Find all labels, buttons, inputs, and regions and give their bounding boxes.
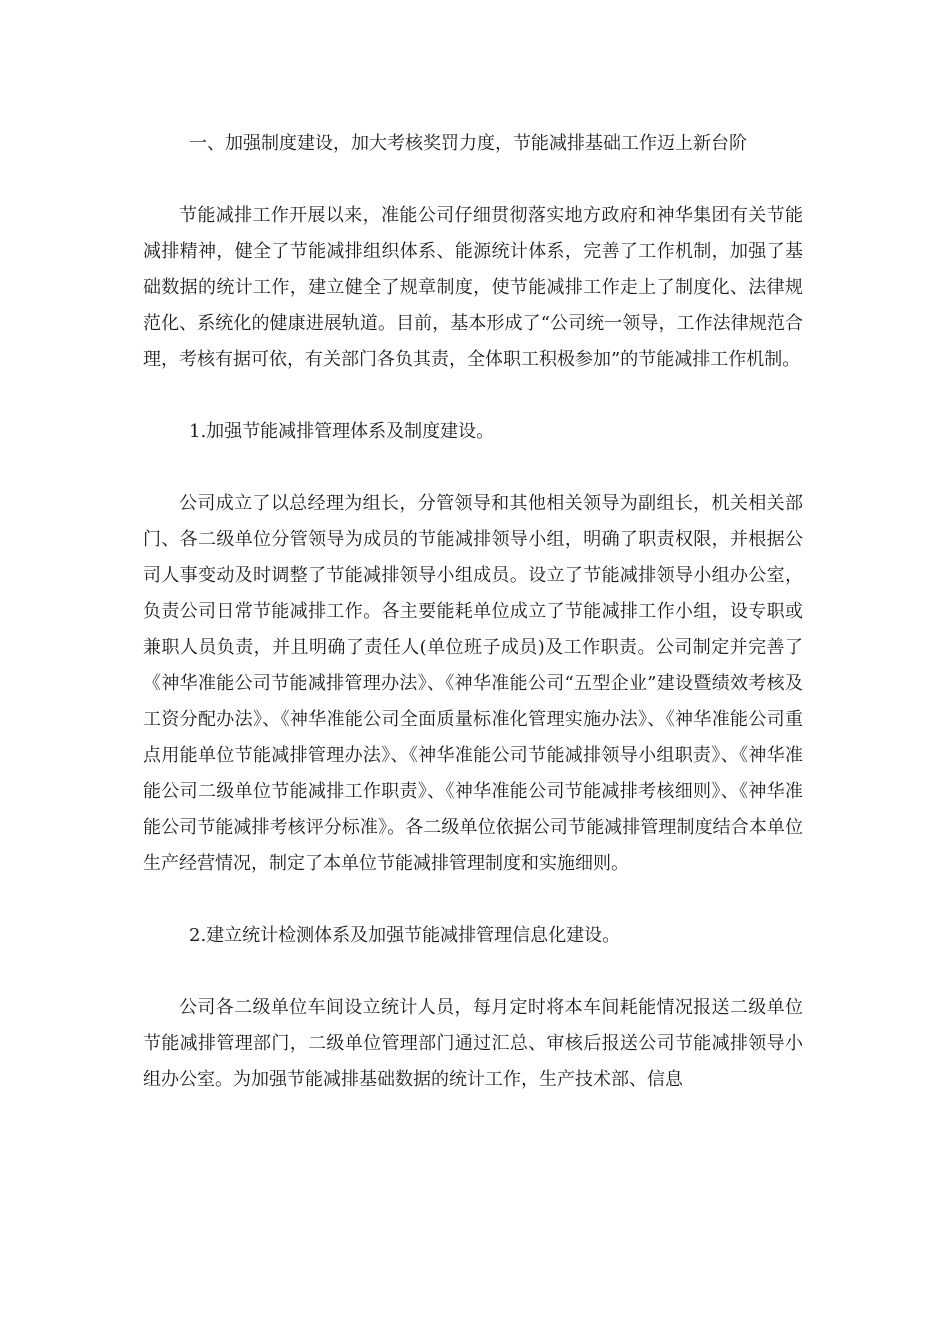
document-body [143, 126, 803, 1098]
paragraph-gap [143, 882, 803, 918]
paragraph-gap [143, 162, 803, 198]
paragraph-gap [143, 378, 803, 414]
paragraph-gap [143, 954, 803, 990]
paragraph-2: 公司成立了以总经理为组长，分管领导和其他相关领导为副组长，机关相关部门、各二级单位分管领导为成员的节能减排领导小组，明确了职责权限，并根据公司人事变动及时调整了节能减排领导小组成员。设立了节能减排领导小组办公室，负责公司日常节能减排工作。各主要能耗单位成立了节能减排工作小组，设专职或兼职人员负责，并且明确了责任人(单位班子成员)及工作职责。公司制定并完善了《神华准能公司节能减排管理办法》、《神华准能公司“五型企业”建设暨绩效考核及工资分配办法》、《神华准能公司全面质量标准化管理实施办法》、《神华准能公司重点用能单位节能减排管理办法》、《神华准能公司节能减排领导小组职责》、《神华准能公司二级单位节能减排工作职责》、《神华准能公司节能减排考核细则》、《神华准能公司节能减排考核评分标准》。各二级单位依据公司节能减排管理制度结合本单位生产经营情况，制定了本单位节能减排管理制度和实施细则。 [143, 493, 803, 874]
section-heading-1: 一、加强制度建设，加大考核奖罚力度，节能减排基础工作迈上新台阶 [189, 133, 747, 154]
paragraph-1: 节能减排工作开展以来，准能公司仔细贯彻落实地方政府和神华集团有关节能减排精神，健全了节能减排组织体系、能源统计体系，完善了工作机制，加强了基础数据的统计工作，建立健全了规章制度，使节能减排工作走上了制度化、法律规范化、系统化的健康进展轨道。目前，基本形成了“公司统一领导，工作法律规范合理，考核有据可依，有关部门各负其责，全体职工积极参加”的节能减排工作机制。 [143, 205, 803, 370]
paragraph-gap [143, 450, 803, 486]
subsection-heading-2: 2.建立统计检测体系及加强节能减排管理信息化建设。 [189, 925, 621, 946]
subsection-heading-1: 1.加强节能减排管理体系及制度建设。 [189, 421, 495, 442]
paragraph-3: 公司各二级单位车间设立统计人员，每月定时将本车间耗能情况报送二级单位节能减排管理部门，二级单位管理部门通过汇总、审核后报送公司节能减排领导小组办公室。为加强节能减排基础数据的统计工作，生产技术部、信息 [143, 997, 803, 1090]
